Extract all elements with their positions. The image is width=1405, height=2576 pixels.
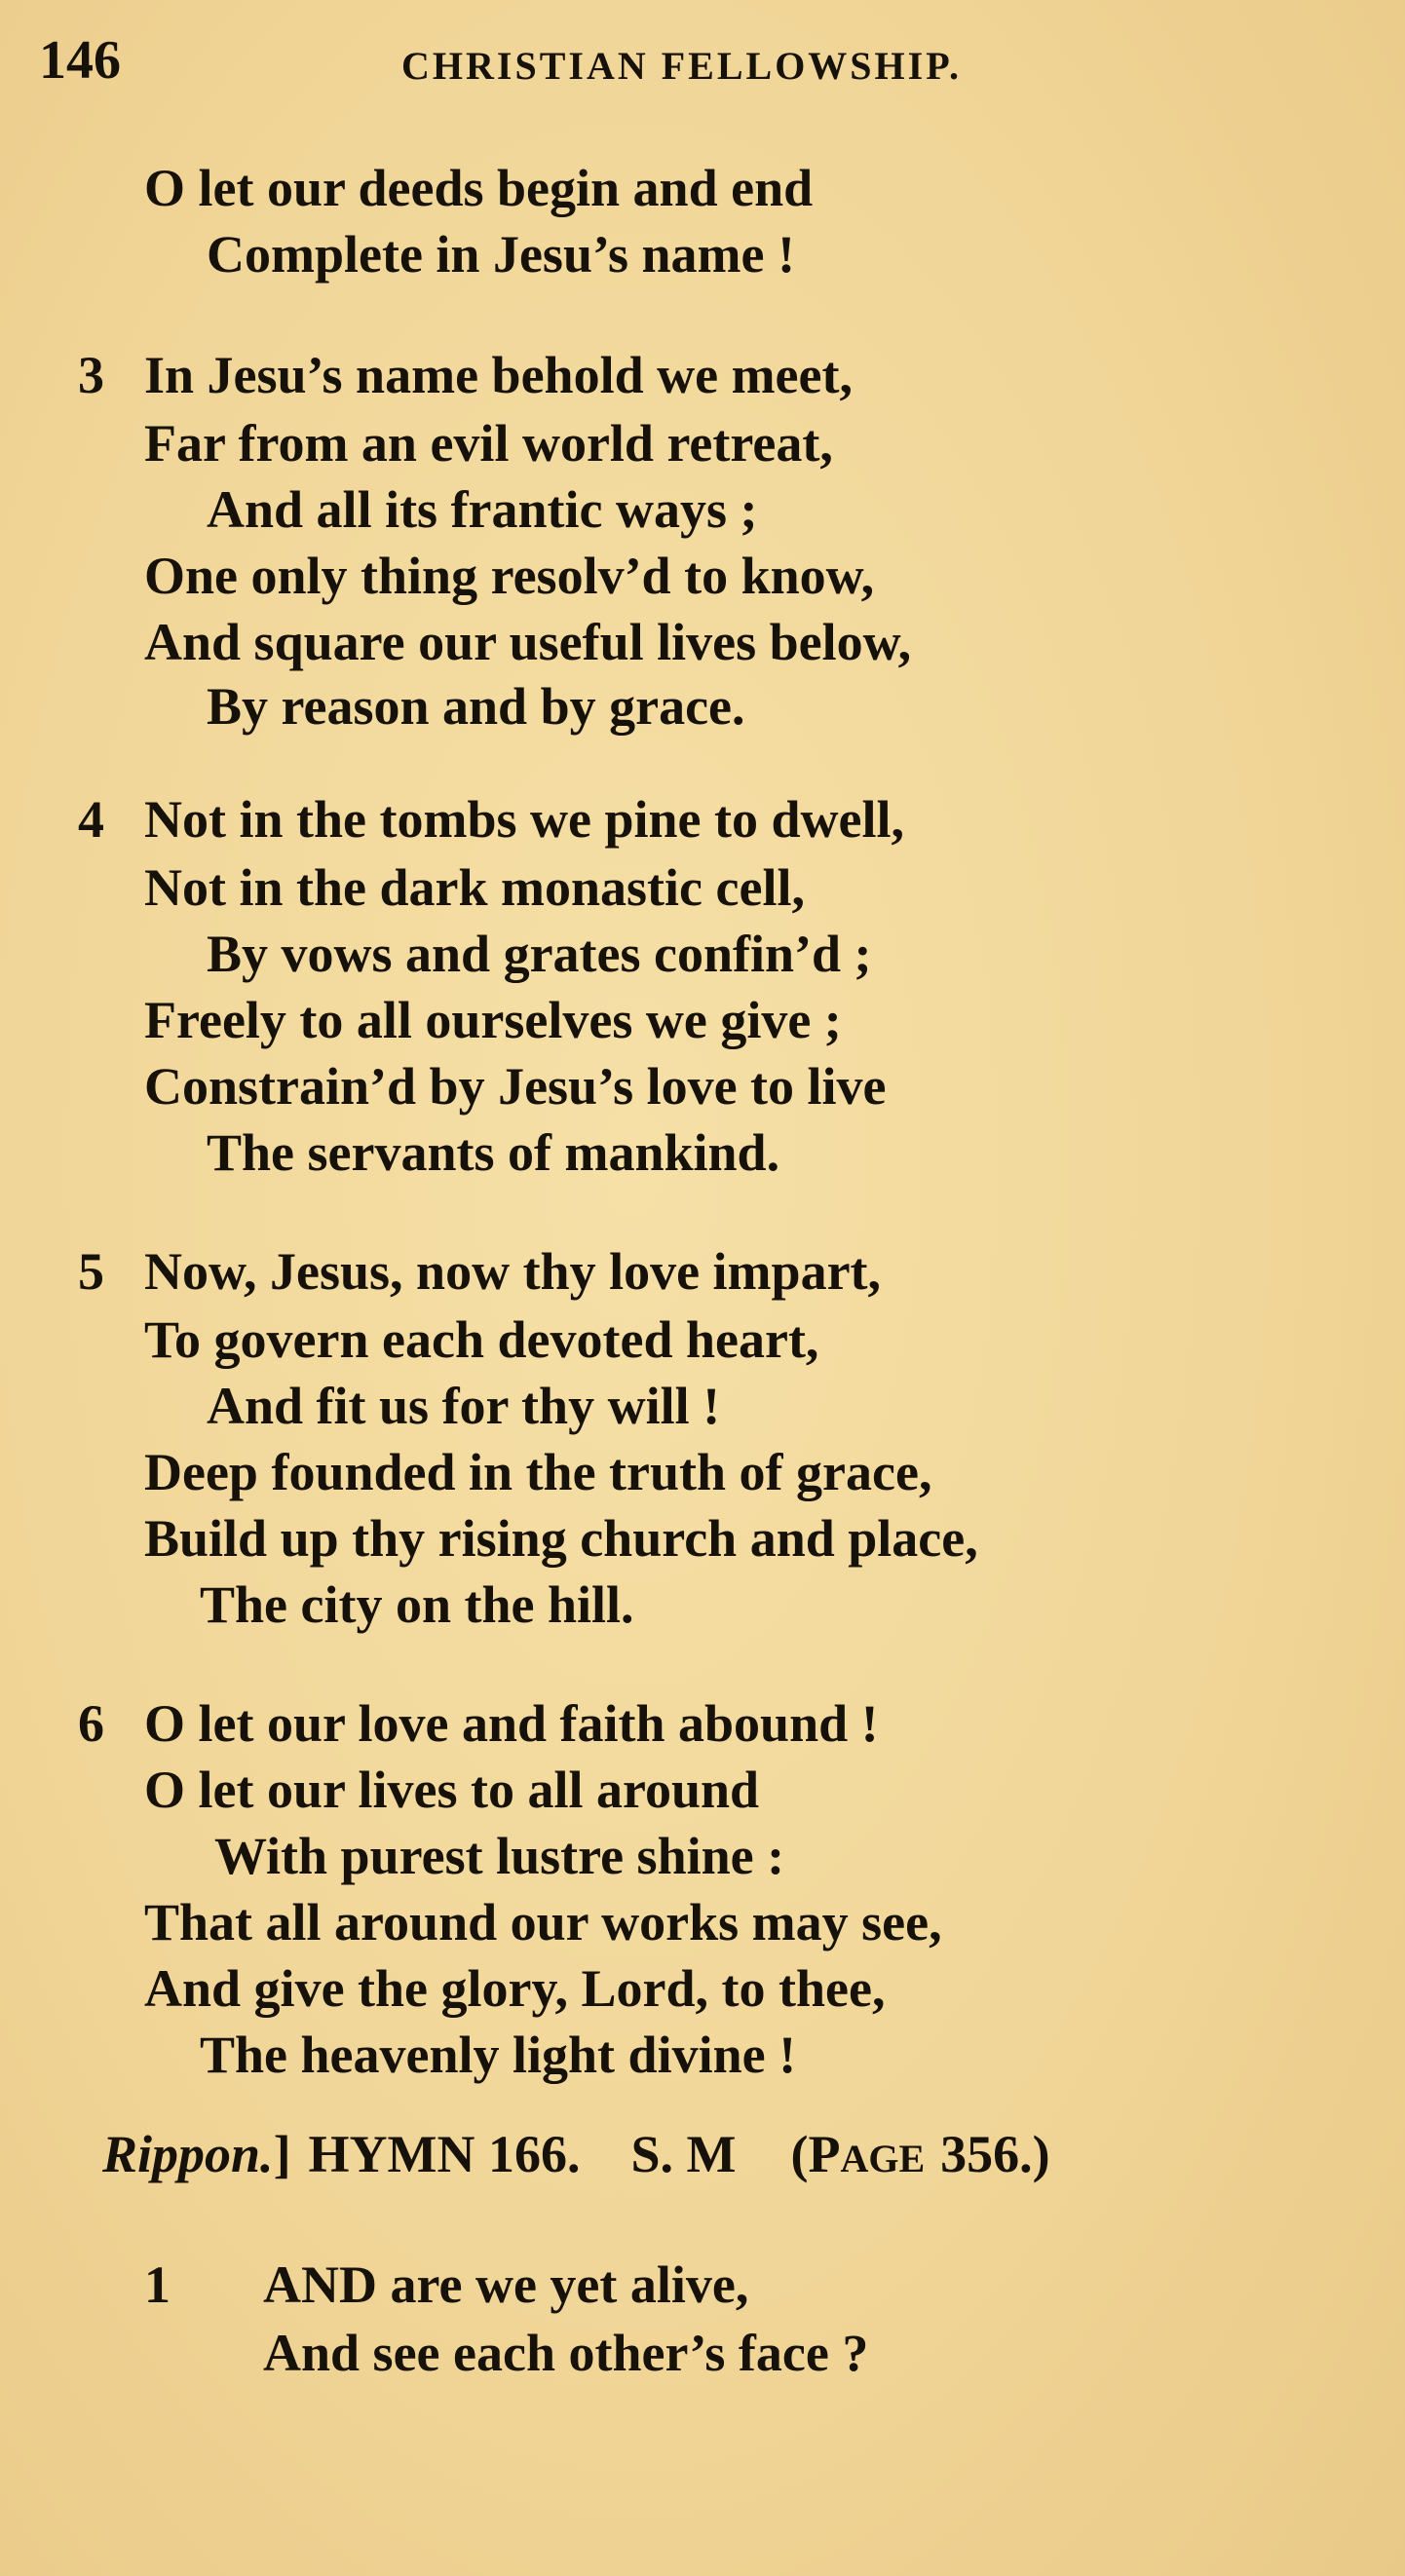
verse-line: O let our lives to all around [144, 1761, 760, 1819]
verse-line: And see each other’s face ? [263, 2324, 869, 2382]
hymn-heading [102, 2124, 1050, 2184]
verse-number: 5 [78, 1242, 104, 1301]
verse-number: 6 [78, 1694, 104, 1753]
verse-line: The city on the hill. [200, 1575, 634, 1634]
verse-line: To govern each devoted heart, [144, 1310, 819, 1369]
verse-line: O let our deeds begin and end [144, 159, 814, 217]
verse-line: Constrain’d by Jesu’s love to live [144, 1057, 887, 1116]
verse-line: And fit us for thy will ! [207, 1377, 721, 1435]
verse-line: Complete in Jesu’s name ! [207, 225, 795, 284]
verse-line: That all around our works may see, [144, 1893, 942, 1951]
verse-line: Deep founded in the truth of grace, [144, 1443, 932, 1501]
verse-line: One only thing resolv’d to know, [144, 547, 875, 605]
page-header [39, 29, 1366, 97]
verse-number: 1 [144, 2255, 171, 2314]
verse-line: Build up thy rising church and place, [144, 1509, 978, 1568]
hymn-source-bracket: ] [273, 2125, 291, 2183]
page-ref-number: 356.) [940, 2125, 1050, 2183]
verse-line: Not in the dark monastic cell, [144, 858, 805, 917]
hymn-number: HYMN 166. [308, 2125, 581, 2183]
verse-line: By reason and by grace. [207, 677, 745, 736]
running-head: CHRISTIAN FELLOWSHIP. [401, 44, 962, 88]
verse-line: In Jesu’s name behold we meet, [144, 346, 853, 404]
verse-number: 4 [78, 790, 104, 849]
page-ref-open: (P [790, 2125, 841, 2183]
page-ref-word: AGE [840, 2137, 926, 2180]
verse-line: The heavenly light divine ! [200, 2026, 797, 2084]
verse-line: AND are we yet alive, [263, 2255, 749, 2314]
hymn-meter: S. M [630, 2125, 737, 2183]
verse-number: 3 [78, 346, 104, 404]
verse-line: With purest lustre shine : [214, 1827, 785, 1885]
verse-line: And all its frantic ways ; [207, 480, 758, 539]
verse-line: Not in the tombs we pine to dwell, [144, 790, 904, 849]
verse-line: And square our useful lives below, [144, 613, 912, 671]
verse-line: Now, Jesus, now thy love impart, [144, 1242, 882, 1301]
verse-line: By vows and grates confin’d ; [207, 925, 872, 983]
verse-line: Far from an evil world retreat, [144, 414, 833, 473]
page-number: 146 [39, 30, 121, 91]
verse-line: Freely to all ourselves we give ; [144, 991, 842, 1049]
verse-line: O let our love and faith abound ! [144, 1694, 879, 1753]
verse-line: And give the glory, Lord, to thee, [144, 1959, 886, 2018]
verse-line: The servants of mankind. [207, 1123, 780, 1182]
hymn-source: Rippon. [102, 2125, 274, 2183]
